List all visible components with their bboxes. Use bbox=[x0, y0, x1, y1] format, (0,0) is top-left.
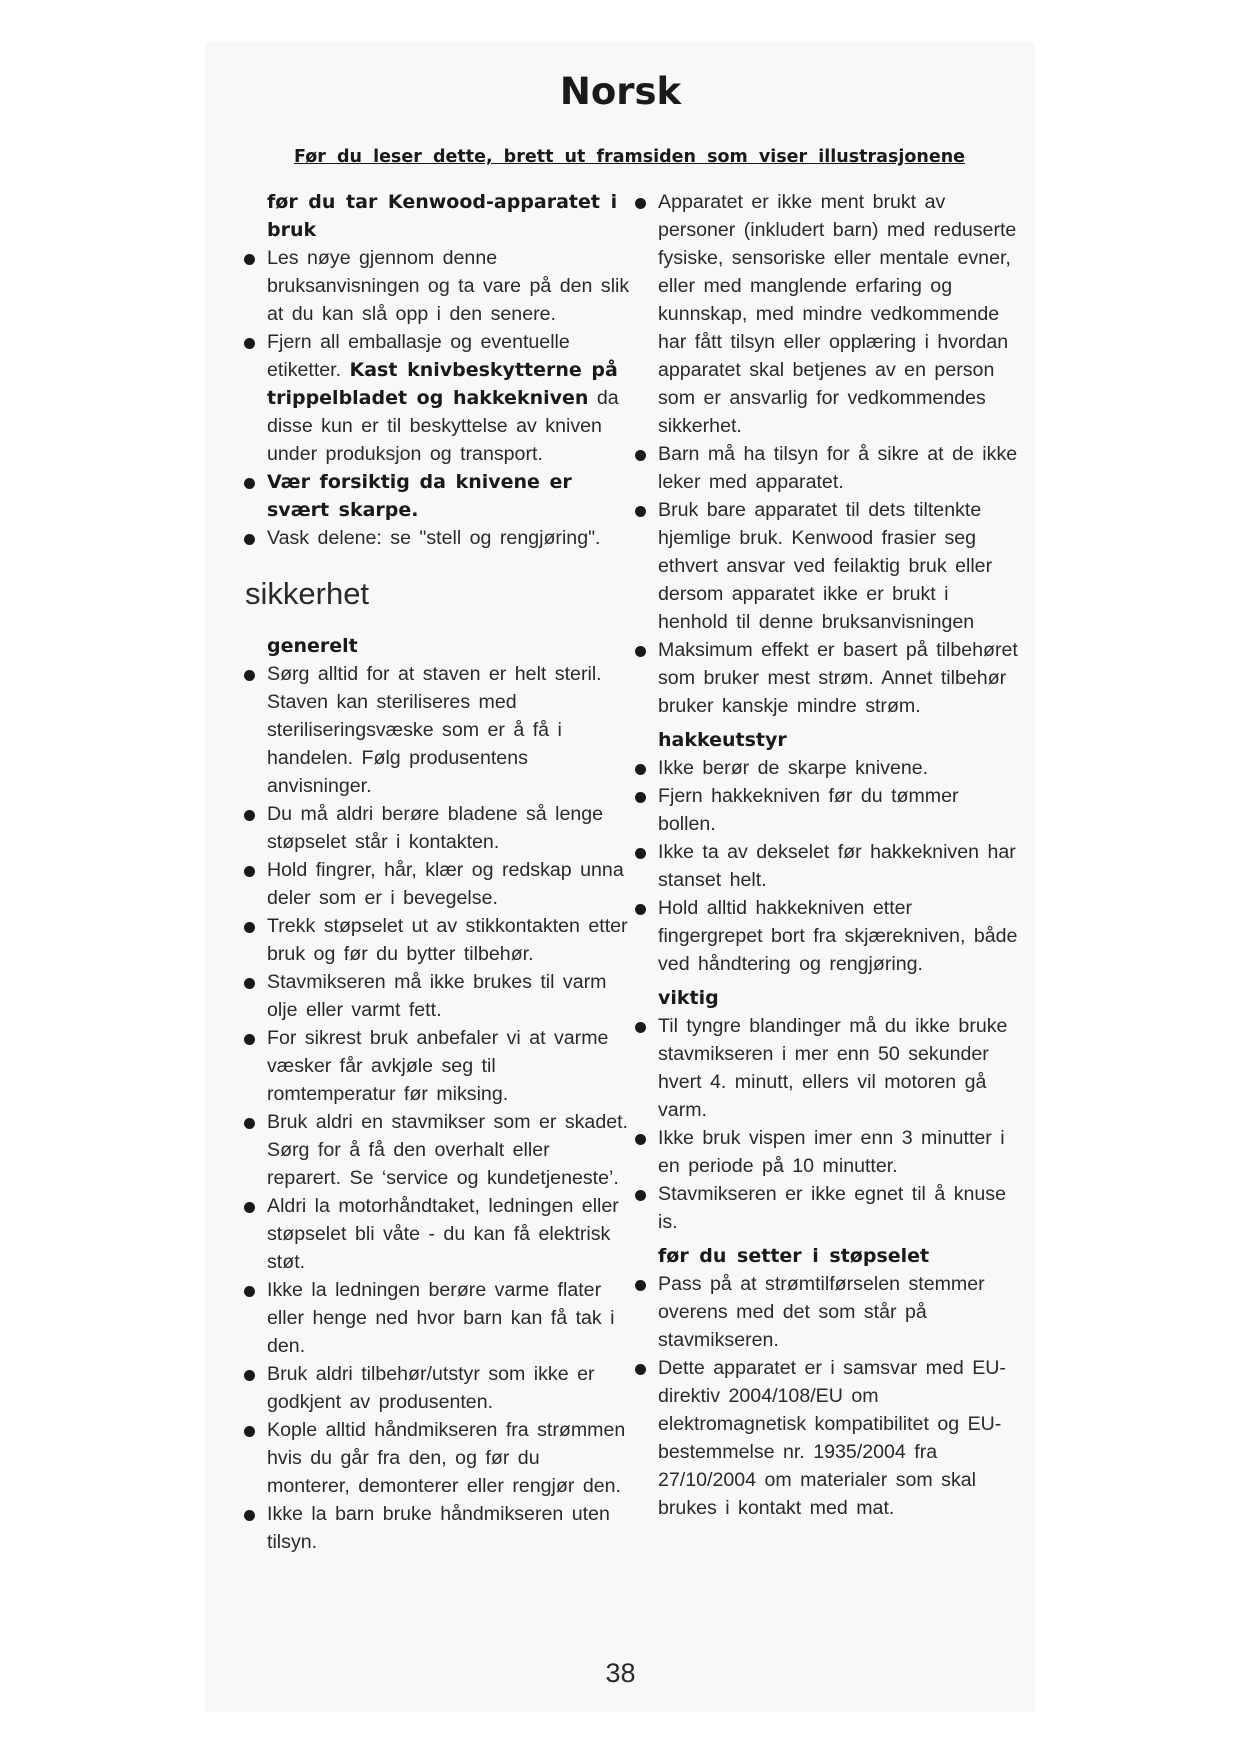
bullet-icon bbox=[244, 866, 255, 877]
list-item-text: Ikke berør de skarpe knivene. bbox=[658, 757, 929, 779]
list-item: Vask delene: se "stell og rengjøring". bbox=[245, 524, 630, 552]
list-item bbox=[636, 1124, 1021, 1180]
intro-heading: før du tar Kenwood-apparatet i bruk bbox=[267, 191, 618, 241]
list-item bbox=[636, 188, 1021, 440]
list-item bbox=[636, 440, 1021, 496]
page-title: Norsk bbox=[559, 70, 682, 113]
bullet-icon bbox=[244, 1034, 255, 1045]
list-item-text: Ikke la barn bruke håndmikseren uten tilsyn. bbox=[267, 1503, 610, 1553]
plug-heading: før du setter i støpselet bbox=[658, 1245, 930, 1267]
section-title: sikkerhet bbox=[245, 576, 370, 611]
bullet-icon bbox=[635, 450, 646, 461]
important-list bbox=[636, 1012, 1021, 1236]
list-item bbox=[636, 894, 1021, 978]
bullet-icon bbox=[635, 1190, 646, 1201]
list-item-text: Bruk aldri en stavmikser som er skadet. Sørg for å få den overhalt eller reparert. Se ‘service og kundetjeneste’. bbox=[267, 1111, 629, 1189]
bullet-icon bbox=[635, 1022, 646, 1033]
list-item bbox=[245, 1500, 630, 1556]
list-item-text: Trekk støpselet ut av stikkontakten etter bruk og før du bytter tilbehør. bbox=[267, 915, 628, 965]
list-item bbox=[245, 912, 630, 968]
bullet-icon bbox=[244, 922, 255, 933]
bullet-icon bbox=[635, 848, 646, 859]
bullet-icon bbox=[635, 792, 646, 803]
chopper-heading: hakkeutstyr bbox=[658, 729, 787, 751]
bullet-icon bbox=[244, 978, 255, 989]
list-item-text: Barn må ha tilsyn for å sikre at de ikke leker med apparatet. bbox=[658, 443, 1018, 493]
bold-warning: Kast knivbeskytterne på trippelbladet og hakkekniven bbox=[267, 359, 618, 409]
important-heading: viktig bbox=[658, 987, 719, 1009]
list-item-text: Aldri la motorhåndtaket, ledningen eller støpselet bli våte - du kan få elektrisk støt. bbox=[267, 1195, 619, 1273]
list-item bbox=[245, 1276, 630, 1360]
plug-list bbox=[636, 1270, 1021, 1522]
list-item-text: Hold alltid hakkekniven etter fingergrepet bort fra skjærekniven, både ved håndtering og rengjøring. bbox=[658, 897, 1018, 975]
chopper-list bbox=[636, 754, 1021, 978]
bullet-icon bbox=[244, 478, 255, 489]
list-item: Les nøye gjennom denne bruksanvisningen og ta vare på den slik at du kan slå opp i den senere. bbox=[245, 244, 630, 328]
list-item-text: Apparatet er ikke ment brukt av personer (inkludert barn) med reduserte fysiske, sensoriske eller mentale evner, eller med manglende erfaring og kunnskap, med mindre vedkommende har fått tilsyn eller opplæring i hvordan apparatet skal betjenes av en person som er ansvarlig for vedkommendes sikkerhet. bbox=[658, 191, 1017, 437]
bullet-icon bbox=[635, 198, 646, 209]
list-item-text: Kople alltid håndmikseren fra strømmen hvis du går fra den, og før du monterer, demonterer eller rengjør den. bbox=[267, 1419, 626, 1497]
list-item bbox=[636, 1354, 1021, 1522]
bullet-icon bbox=[244, 1510, 255, 1521]
bullet-icon bbox=[244, 1118, 255, 1129]
bullet-icon bbox=[244, 338, 255, 349]
bullet-icon bbox=[635, 1134, 646, 1145]
list-item-text: For sikrest bruk anbefaler vi at varme væsker får avkjøle seg til romtemperatur før miksing. bbox=[267, 1027, 609, 1105]
bullet-icon bbox=[244, 1286, 255, 1297]
list-item bbox=[636, 636, 1021, 720]
list-item: Fjern all emballasje og eventuelle etiketter. Kast knivbeskytterne på trippelbladet og hakkekniven da disse kun er til beskyttelse av kniven under produksjon og transport. bbox=[245, 328, 630, 468]
list-item bbox=[636, 754, 1021, 782]
list-item-text: Bruk aldri tilbehør/utstyr som ikke er godkjent av produsenten. bbox=[267, 1363, 595, 1413]
bullet-icon bbox=[244, 254, 255, 265]
list-item bbox=[245, 856, 630, 912]
list-item-text: Pass på at strømtilførselen stemmer overens med det som står på stavmikseren. bbox=[658, 1273, 985, 1351]
bullet-icon bbox=[244, 670, 255, 681]
list-item-text: Hold fingrer, hår, klær og redskap unna deler som er i bevegelse. bbox=[267, 859, 624, 909]
page-subtitle: Før du leser dette, brett ut framsiden som viser illustrasjonene bbox=[294, 147, 966, 167]
bullet-icon bbox=[244, 810, 255, 821]
list-item bbox=[636, 1270, 1021, 1354]
list-item-text: Ikke bruk vispen imer enn 3 minutter i en periode på 10 minutter. bbox=[658, 1127, 1005, 1177]
list-item bbox=[245, 1024, 630, 1108]
list-item-text: Dette apparatet er i samsvar med EU-direktiv 2004/108/EU om elektromagnetisk kompatibilitet og EU-bestemmelse nr. 1935/2004 fra 27/10/2004 om materialer som skal brukes i kontakt med mat. bbox=[658, 1357, 1006, 1519]
list-item-text: Maksimum effekt er basert på tilbehøret som bruker mest strøm. Annet tilbehør bruker kanskje mindre strøm. bbox=[658, 639, 1018, 717]
list-item bbox=[636, 782, 1021, 838]
general-list-continued bbox=[636, 188, 1021, 720]
general-heading: generelt bbox=[267, 635, 358, 657]
list-item-text: Til tyngre blandinger må du ikke bruke stavmikseren i mer enn 50 sekunder hvert 4. minutt, ellers vil motoren gå varm. bbox=[658, 1015, 1008, 1121]
list-item bbox=[636, 1012, 1021, 1124]
list-item bbox=[636, 838, 1021, 894]
list-item bbox=[245, 800, 630, 856]
list-item: Vær forsiktig da knivene er svært skarpe. bbox=[245, 468, 630, 524]
bullet-icon bbox=[635, 506, 646, 517]
list-item-text: Bruk bare apparatet til dets tiltenkte hjemlige bruk. Kenwood frasier seg ethvert ansvar ved feilaktig bruk eller dersom apparatet ikke er brukt i henhold til denne bruksanvisningen bbox=[658, 499, 993, 633]
list-item-text: Sørg alltid for at staven er helt steril. Staven kan steriliseres med steriliseringsvæske som er å få i handelen. Følg produsentens anvisninger. bbox=[267, 663, 602, 797]
list-item bbox=[245, 1192, 630, 1276]
list-item bbox=[245, 1108, 630, 1192]
list-item-text: Fjern hakkekniven før du tømmer bollen. bbox=[658, 785, 959, 835]
list-item-text: Stavmikseren er ikke egnet til å knuse is. bbox=[658, 1183, 1006, 1233]
bullet-icon bbox=[635, 904, 646, 915]
list-item bbox=[636, 1180, 1021, 1236]
list-item-text: Ikke ta av dekselet før hakkekniven har stanset helt. bbox=[658, 841, 1016, 891]
bullet-icon bbox=[635, 1364, 646, 1375]
list-item-text: Stavmikseren må ikke brukes til varm olje eller varmt fett. bbox=[267, 971, 607, 1021]
bullet-icon bbox=[244, 1370, 255, 1381]
list-item bbox=[245, 1416, 630, 1500]
page-number: 38 bbox=[605, 1658, 636, 1688]
right-column bbox=[636, 188, 1021, 1522]
list-item bbox=[245, 1360, 630, 1416]
bullet-icon bbox=[244, 1202, 255, 1213]
general-list bbox=[245, 660, 630, 1556]
left-column bbox=[245, 188, 630, 1556]
bullet-icon bbox=[635, 764, 646, 775]
bullet-icon bbox=[244, 534, 255, 545]
bullet-icon bbox=[244, 1426, 255, 1437]
list-item bbox=[636, 496, 1021, 636]
bullet-icon bbox=[635, 646, 646, 657]
bullet-icon bbox=[635, 1280, 646, 1291]
list-item-text: Du må aldri berøre bladene så lenge støpselet står i kontakten. bbox=[267, 803, 604, 853]
list-item bbox=[245, 660, 630, 800]
list-item bbox=[245, 968, 630, 1024]
intro-list bbox=[245, 244, 630, 552]
list-item-text: Ikke la ledningen berøre varme flater eller henge ned hvor barn kan få tak i den. bbox=[267, 1279, 615, 1357]
